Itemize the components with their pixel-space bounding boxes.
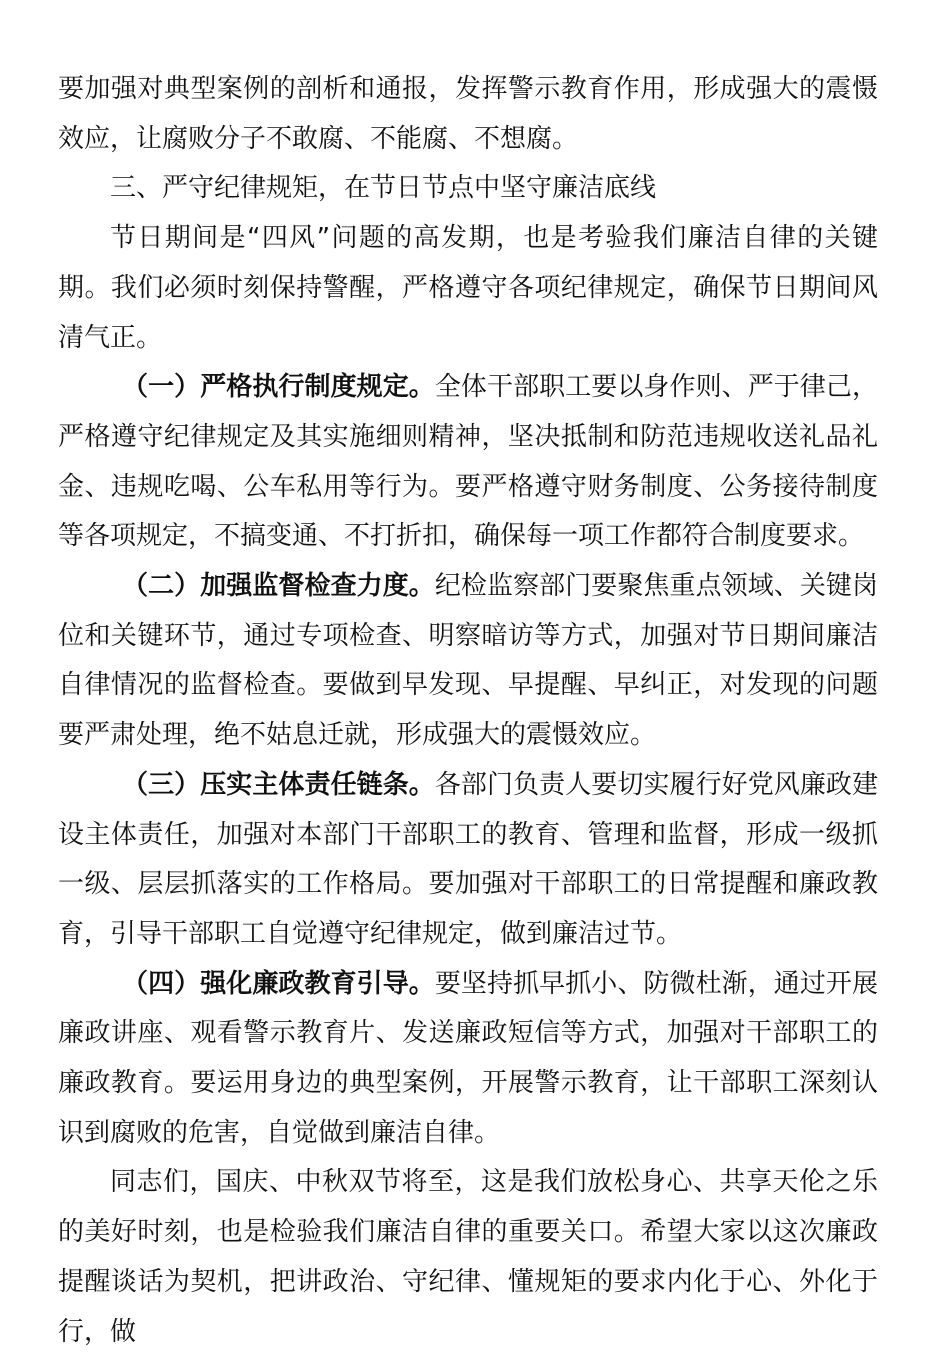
paragraph-text: 全体干部职工要以身作则、严于律己，严格遵守纪律规定及其实施细则精神，坚决抵制和防范违规收送礼品礼金、违规吃喝、公车私用等行为。要严格遵守财务制度、公务接待制度等各项规定，不搞变通、不打折扣，确保每一项工作都符合制度要求。 (58, 372, 878, 552)
item-heading: （二）加强监督检查力度。 (122, 571, 435, 602)
paragraph-item-2 (58, 562, 878, 761)
paragraph-item-3 (58, 761, 878, 960)
item-heading: （三）压实主体责任链条。 (122, 769, 435, 800)
section-heading-text: 三、严守纪律规矩，在节日节点中坚守廉洁底线 (110, 173, 657, 204)
paragraph-text: 要加强对典型案例的剖析和通报，发挥警示教育作用，形成强大的震慑效应，让腐败分子不敢腐、不能腐、不想腐。 (58, 74, 878, 154)
paragraph-text: 纪检监察部门要聚焦重点领域、关键岗位和关键环节，通过专项检查、明察暗访等方式，加强对节日期间廉洁自律情况的监督检查。要做到早发现、早提醒、早纠正，对发现的问题要严肃处理，绝不姑息迁就，形成强大的震慑效应。 (58, 571, 878, 751)
section-heading-three (58, 164, 878, 214)
paragraph-text: 同志们，国庆、中秋双节将至，这是我们放松身心、共享天伦之乐的美好时刻，也是检验我们廉洁自律的重要关口。希望大家以这次廉政提醒谈话为契机，把讲政治、守纪律、懂规矩的要求内化于心、外化于行，做 (58, 1167, 878, 1347)
paragraph-text: 各部门负责人要切实履行好党风廉政建设主体责任，加强对本部门干部职工的教育、管理和监督，形成一级抓一级、层层抓落实的工作格局。要加强对干部职工的日常提醒和廉政教育，引导干部职工自觉遵守纪律规定，做到廉洁过节。 (58, 769, 878, 949)
document-body (58, 65, 878, 1357)
item-heading: （一）严格执行制度规定。 (122, 372, 435, 403)
paragraph-closing (58, 1158, 878, 1357)
paragraph-item-1 (58, 363, 878, 562)
paragraph-intro (58, 214, 878, 363)
paragraph-text: 要坚持抓早抓小、防微杜渐，通过开展廉政讲座、观看警示教育片、发送廉政短信等方式，加强对干部职工的廉政教育。要运用身边的典型案例，开展警示教育，让干部职工深刻认识到腐败的危害，自觉做到廉洁自律。 (58, 968, 878, 1148)
paragraph-item-4 (58, 960, 878, 1159)
item-heading: （四）强化廉政教育引导。 (122, 968, 435, 999)
paragraph-continuation (58, 65, 878, 164)
paragraph-text: 节日期间是“四风”问题的高发期，也是考验我们廉洁自律的关键期。我们必须时刻保持警醒，严格遵守各项纪律规定，确保节日期间风清气正。 (58, 223, 878, 353)
